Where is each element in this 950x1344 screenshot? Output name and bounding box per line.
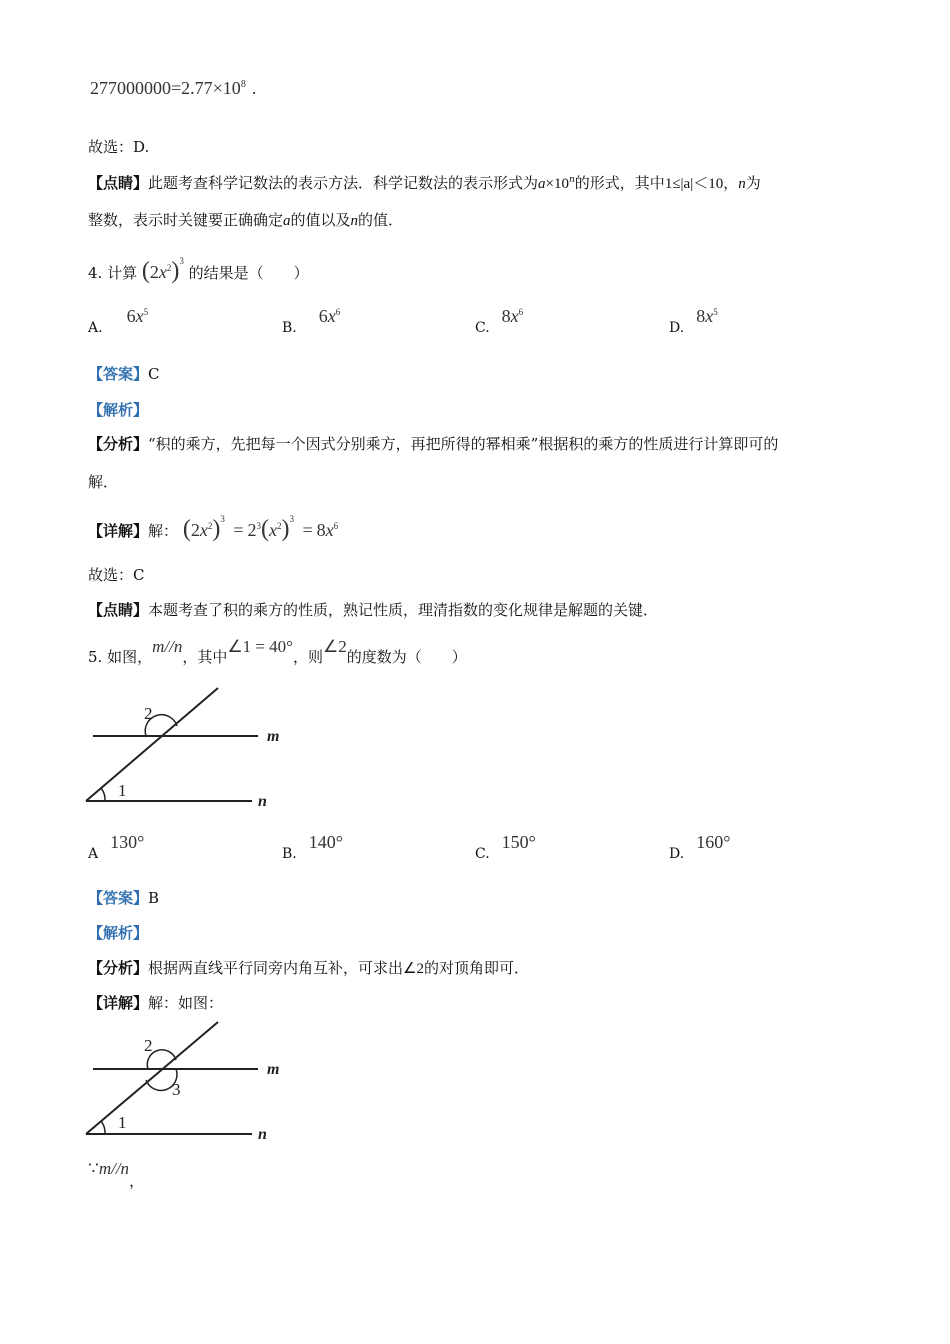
label-1: 1	[118, 1113, 127, 1132]
q4-expr-coef: 2	[149, 262, 159, 282]
choose-answer: D	[133, 138, 145, 156]
because-symbol: ∵	[88, 1159, 99, 1178]
option-value	[696, 306, 718, 326]
q4-option-d[interactable]	[669, 306, 718, 337]
option-var: x	[327, 306, 336, 326]
eq-base: 2	[247, 520, 257, 540]
option-label: B.	[282, 320, 297, 336]
q4-suffix: 的结果是（ ）	[188, 264, 309, 282]
comment-text-b: 的形式，其中	[574, 174, 665, 192]
option-label: A.	[88, 320, 103, 336]
option-exp: 6	[518, 307, 524, 317]
answer-tag: 【答案】	[88, 889, 149, 907]
q5-number: 5.	[88, 648, 103, 666]
comment-line2-avar: a	[283, 213, 291, 229]
q4-expr-outer-exp: 3	[179, 256, 184, 266]
q5-mid2: ，则	[293, 648, 324, 666]
q4-prefix: 计算	[107, 264, 138, 282]
eq-equals-2: =	[302, 520, 313, 540]
comment-text-c: 为	[745, 174, 761, 192]
detail-prefix: 解：	[148, 522, 179, 540]
fenxi-angle: ∠2	[403, 961, 424, 977]
choose-period: .	[144, 138, 150, 156]
eq-var-2: x	[268, 520, 277, 540]
eq-outer-exp-2: 3	[289, 514, 294, 524]
eq-close: )	[212, 516, 221, 542]
comment-paragraph-line1	[88, 172, 761, 193]
choose-prefix: 故选：	[88, 138, 134, 156]
comment-tag: 【点睛】	[88, 174, 149, 192]
q4-option-a[interactable]	[88, 306, 149, 337]
label-3: 3	[172, 1080, 181, 1099]
q4-expr-var: x	[158, 262, 167, 282]
angle-1-arc	[101, 788, 105, 801]
angle-1-arc	[101, 1121, 105, 1134]
eq-inner-exp-2: 2	[276, 521, 282, 531]
q5-analysis-tag: 【解析】	[88, 924, 149, 942]
q5-answer	[88, 887, 159, 908]
fenxi-tag: 【分析】	[88, 435, 149, 453]
q4-analysis-tag: 【解析】	[88, 401, 149, 419]
label-2: 2	[144, 704, 153, 723]
fenxi-text: “积的乘方，先把每一个因式分别乘方，再把所得的幂相乘”根据积的乘方的性质进行计算即可的	[148, 435, 779, 453]
q5-detail	[88, 992, 223, 1013]
option-exp: 5	[143, 307, 149, 317]
q5-figure-2	[80, 1020, 290, 1148]
comment-n: n	[738, 176, 746, 192]
q4-choose	[88, 564, 145, 585]
comment-line2-c: 的值．	[358, 211, 404, 229]
option-value: 130°	[110, 832, 145, 852]
eq-result-coef: 8	[316, 520, 326, 540]
comment-line2-nvar: n	[350, 213, 359, 229]
eq-result-var: x	[325, 520, 334, 540]
q4-option-b[interactable]	[282, 306, 341, 337]
comment-paragraph-line2	[88, 209, 403, 230]
option-var: x	[510, 306, 519, 326]
eq-result-exp: 6	[333, 521, 339, 531]
fenxi-text-b: 的对顶角即可．	[423, 959, 529, 977]
option-exp: 5	[713, 307, 718, 317]
option-label: C.	[475, 846, 490, 862]
detail-tag: 【详解】	[88, 522, 149, 540]
option-label: A	[88, 846, 99, 862]
comment-tag: 【点睛】	[88, 601, 149, 619]
q4-answer	[88, 363, 160, 384]
answer-value: B	[148, 889, 160, 907]
because-expr: m//n	[98, 1159, 130, 1178]
comment-text: 本题考查了积的乘方的性质，熟记性质，理清指数的变化规律是解题的关键．	[148, 601, 659, 619]
q4-expr-close: )	[171, 258, 180, 284]
q4-fenxi-line1	[88, 433, 778, 454]
sci-notation-main: 277000000=2.77×10	[90, 78, 241, 98]
q4-stem	[88, 256, 309, 285]
eq-equals-1: =	[233, 520, 244, 540]
label-1: 1	[118, 781, 127, 800]
option-label: D.	[669, 320, 685, 336]
q4-expr-open: (	[141, 258, 150, 284]
sci-notation	[90, 78, 256, 99]
q4-option-c[interactable]	[475, 306, 524, 337]
option-var: x	[135, 306, 144, 326]
eq-base-exp: 3	[256, 521, 261, 531]
label-n: n	[258, 1126, 267, 1143]
option-label: B.	[282, 846, 297, 862]
label-2: 2	[144, 1036, 153, 1055]
fenxi-text-a: 根据两直线平行同旁内角互补，可求出	[148, 959, 404, 977]
q5-parallel: m//n	[152, 637, 183, 656]
sci-notation-exponent: 8	[240, 79, 246, 90]
comment-formula-times: ×10	[545, 176, 569, 192]
comment-range: 1≤|a|＜10，	[664, 176, 739, 192]
q4-number: 4.	[88, 264, 103, 282]
q5-option-a[interactable]	[88, 832, 145, 863]
q4-expression	[141, 256, 184, 284]
eq-open: (	[182, 516, 191, 542]
q4-expr-inner-exp: 2	[166, 263, 172, 273]
answer-tag: 【答案】	[88, 365, 149, 383]
detail-equation	[182, 514, 339, 542]
detail-text: 解：如图：	[148, 994, 224, 1012]
comment-line2-b: 的值以及	[290, 211, 351, 229]
eq-coef: 2	[190, 520, 200, 540]
choose-prefix: 故选：	[88, 566, 134, 584]
label-m: m	[267, 1061, 280, 1078]
label-n: n	[258, 793, 267, 810]
q5-angle1: ∠1 = 40°	[227, 637, 293, 656]
sci-notation-period: .	[251, 78, 257, 98]
detail-tag: 【详解】	[88, 994, 149, 1012]
option-var: x	[705, 306, 714, 326]
option-label: C.	[475, 320, 490, 336]
answer-value: C	[148, 365, 160, 383]
eq-open-2: (	[260, 516, 269, 542]
q4-fenxi-line2: 解．	[88, 473, 119, 491]
q5-stem	[88, 637, 467, 667]
q5-option-b[interactable]	[282, 832, 343, 863]
comment-formula-n: n	[569, 175, 575, 185]
q5-fenxi	[88, 957, 529, 978]
option-coef: 6	[318, 306, 328, 326]
label-m: m	[267, 728, 280, 745]
eq-var: x	[199, 520, 208, 540]
q4-comment	[88, 599, 658, 620]
eq-close-2: )	[281, 516, 290, 542]
q5-mid1: ，其中	[182, 648, 228, 666]
choose-answer: C	[133, 566, 145, 584]
comment-formula-a: a	[538, 176, 546, 192]
comment-text-a: 此题考查科学记数法的表示方法．科学记数法的表示形式为	[148, 174, 539, 192]
q5-option-d[interactable]	[669, 832, 731, 863]
because-comma: ，	[129, 1172, 145, 1190]
eq-inner-exp: 2	[207, 521, 213, 531]
option-value: 150°	[501, 832, 536, 852]
option-value: 160°	[696, 832, 731, 852]
option-coef: 8	[696, 306, 706, 326]
option-value: 140°	[308, 832, 343, 852]
choose-line-1	[88, 136, 149, 157]
eq-outer-exp: 3	[220, 514, 225, 524]
q5-because-line	[88, 1158, 145, 1190]
option-value	[127, 306, 149, 326]
option-label: D.	[669, 846, 685, 862]
option-value	[319, 306, 341, 326]
q5-angle2: ∠2	[323, 637, 347, 656]
comment-line2-a: 整数，表示时关键要正确确定	[88, 211, 284, 229]
fenxi-tag: 【分析】	[88, 959, 149, 977]
q5-suffix: 的度数为（ ）	[346, 648, 467, 666]
option-coef: 8	[501, 306, 511, 326]
q5-option-c[interactable]	[475, 832, 536, 863]
option-value	[502, 306, 524, 326]
option-exp: 6	[335, 307, 341, 317]
option-coef: 6	[126, 306, 136, 326]
q5-prefix: 如图，	[107, 648, 153, 666]
q4-detail	[88, 514, 338, 543]
q5-figure-1	[80, 682, 290, 810]
